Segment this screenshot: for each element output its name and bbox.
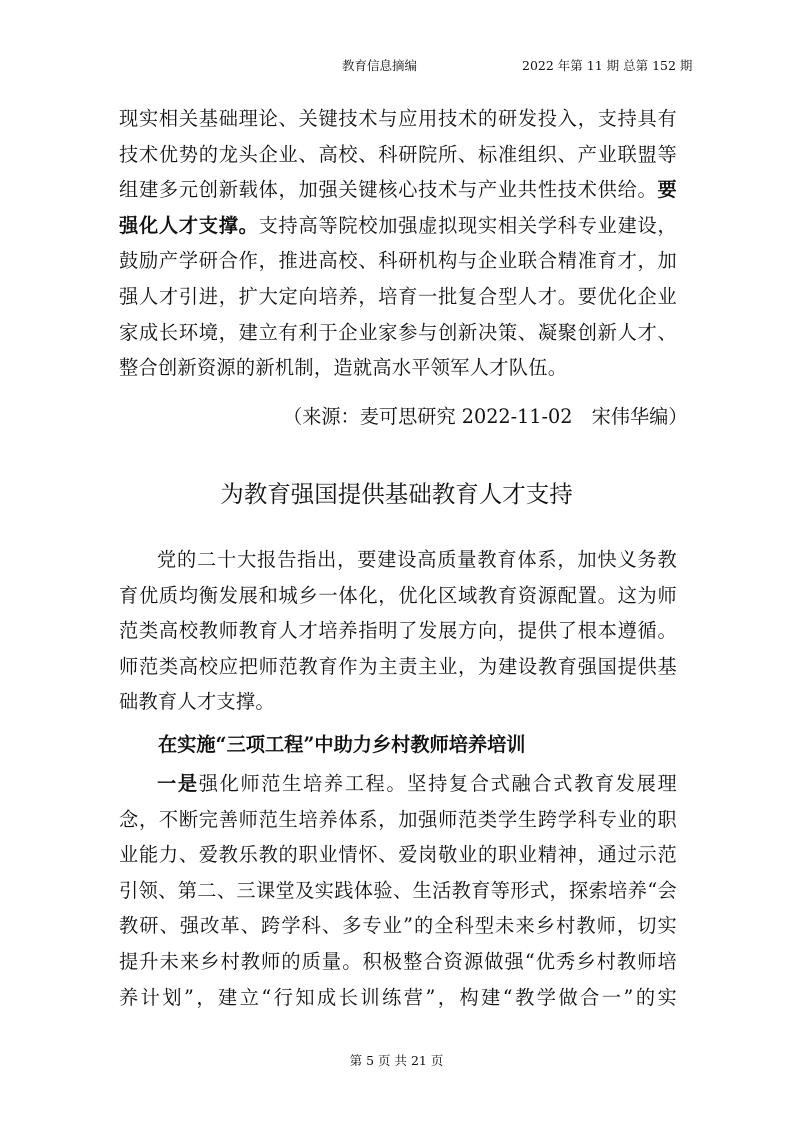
text-line: 技术优势的龙头企业、高校、科研院所、标准组织、产业联盟等 [119,142,677,166]
text-fragment: 组建多元创新载体，加强关键核心技术与产业共性技术供给。 [119,178,658,202]
text-fragment: 强化师范生培养工程。坚持复合式融合式教育发展理 [198,772,677,795]
text-line: 师范类高校应把师范教育作为主责主业，为建设教育强国提供基 [119,654,677,678]
publication-name: 教育信息摘编 [342,58,418,73]
text-line: 范类高校教师教育人才培养指明了发展方向，提供了根本遵循。 [119,619,677,643]
text-line: 业能力、爱教乐教的职业情怀、爱岗敬业的职业精神，通过示范 [119,843,677,867]
source-citation: （来源：麦可思研究 2022-11-02 宋伟华编） [283,405,688,428]
text-line [119,766,677,802]
text-line: 育优质均衡发展和城乡一体化，优化区域教育资源配置。这为师 [119,583,677,607]
text-line: 教研、强改革、跨学科、多专业”的全科型未来乡村教师，切实 [119,914,677,938]
text-line: 础教育人才支撑。 [119,690,275,714]
text-line: 提升未来乡村教师的质量。积极整合资源做强“优秀乡村教师培 [119,949,677,973]
text-line: 念，不断完善师范生培养体系，加强师范类学生跨学科专业的职 [119,807,677,831]
page-number: 第 5 页 共 21 页 [349,1053,444,1068]
point1-paragraph [119,766,677,1015]
text-line: 鼓励产学研合作，推进高校、科研机构与企业联合精准育才，加 [119,249,677,273]
text-line [119,172,677,208]
issue-number: 2022 年第 11 期 总第 152 期 [522,58,693,73]
text-line: 引领、第二、三课堂及实践体验、生活教育等形式，探索培养“会 [119,878,677,902]
text-line: 强人才引进，扩大定向培养，培育一批复合型人才。要优化企业 [119,284,677,308]
bold-fragment: 要 [657,178,677,202]
intro-paragraph [119,542,677,720]
article-title: 为教育强国提供基础教育人才支持 [220,480,573,508]
point-lead: 一是 [157,772,199,795]
text-line: 党的二十大报告指出，要建设高质量教育体系，加快义务教 [157,548,677,571]
text-line: 养计划”，建立“行知成长训练营”，构建“教学做合一”的实 [119,985,677,1009]
text-line [119,208,677,244]
text-line: 现实相关基础理论、关键技术与应用技术的研发投入，支持具有 [119,107,677,130]
text-line: 整合创新资源的新机制，造就高水平领军人才队伍。 [119,356,568,380]
section1-paragraph [119,101,677,386]
bold-heading-inline: 强化人才支撑。 [119,213,259,237]
subheading: 在实施“三项工程”中助力乡村教师培养培训 [158,733,526,756]
text-fragment: 支持高等院校加强虚拟现实相关学科专业建设， [258,213,677,237]
text-line: 家成长环境，建立有利于企业家参与创新决策、凝聚创新人才、 [119,320,677,344]
